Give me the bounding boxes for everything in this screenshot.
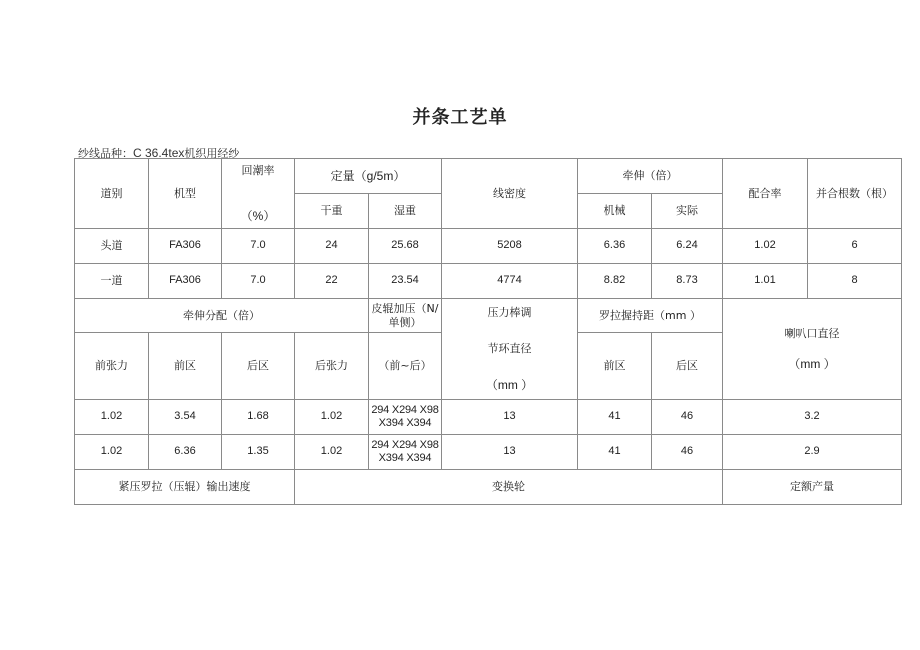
table-row xyxy=(75,400,902,435)
header-back-tension: 后张力 xyxy=(295,333,369,400)
header-density: 线密度 xyxy=(442,159,578,229)
cell-front-zone: 6.36 xyxy=(149,435,222,470)
header-machine: 机型 xyxy=(149,159,222,229)
cell-mech: 6.36 xyxy=(578,229,652,264)
yarn-type-suffix: 机织用经纱 xyxy=(184,147,240,160)
yarn-type-label: 纱线品种： xyxy=(78,147,133,160)
cell-wet: 25.68 xyxy=(369,229,442,264)
cell-actual: 8.73 xyxy=(652,264,723,299)
header-back-zone: 后区 xyxy=(222,333,295,400)
cell-back-tension: 1.02 xyxy=(295,435,369,470)
cell-process: 头道 xyxy=(75,229,149,264)
cell-roller-pressure: 294 X294 X98 X394 X394 xyxy=(369,400,442,435)
cell-back-tension: 1.02 xyxy=(295,400,369,435)
header-draft: 牵伸（倍） xyxy=(578,159,723,194)
yarn-type-value: C 36.4tex xyxy=(133,146,185,160)
cell-humidity: 7.0 xyxy=(222,264,295,299)
header-wet: 湿重 xyxy=(369,194,442,229)
header-weight: 定量（g/5m） xyxy=(295,159,442,194)
header-gauge-front: 前区 xyxy=(578,333,652,400)
cell-front-zone: 3.54 xyxy=(149,400,222,435)
cell-back-zone: 1.35 xyxy=(222,435,295,470)
header-pressure-bar-line1: 压力棒调 xyxy=(487,306,532,319)
header-pressure-order: （前~后） xyxy=(369,333,442,400)
cell-ratio: 1.01 xyxy=(723,264,808,299)
header-dry: 干重 xyxy=(295,194,369,229)
cell-mech: 8.82 xyxy=(578,264,652,299)
header-roller-gauge: 罗拉握持距（mm ） xyxy=(578,299,723,333)
cell-ratio: 1.02 xyxy=(723,229,808,264)
cell-dry: 24 xyxy=(295,229,369,264)
cell-ends: 8 xyxy=(808,264,902,299)
cell-front-tension: 1.02 xyxy=(75,400,149,435)
cell-gauge-back: 46 xyxy=(652,400,723,435)
header-gauge-back: 后区 xyxy=(652,333,723,400)
cell-pressure-bar: 13 xyxy=(442,400,578,435)
cell-trumpet: 3.2 xyxy=(723,400,902,435)
cell-dry: 22 xyxy=(295,264,369,299)
header-row-1 xyxy=(75,159,902,194)
cell-gauge-front: 41 xyxy=(578,435,652,470)
cell-roller-pressure: 294 X294 X98 X394 X394 xyxy=(369,435,442,470)
header-pressure-bar-line2: 节环直径 xyxy=(487,341,532,355)
header-pressure-bar xyxy=(442,299,578,400)
cell-ends: 6 xyxy=(808,229,902,264)
header2-row-1 xyxy=(75,299,902,333)
cell-gauge-back: 46 xyxy=(652,435,723,470)
header-draft-distribution: 牵伸分配（倍） xyxy=(75,299,369,333)
footer-row xyxy=(75,470,902,505)
header-front-tension: 前张力 xyxy=(75,333,149,400)
header-humidity-unit: （%） xyxy=(240,209,276,224)
footer-output-speed: 紧压罗拉（压辊）输出速度 xyxy=(75,470,295,505)
header-mech: 机械 xyxy=(578,194,652,229)
header-roller-pressure: 皮辊加压（N/单侧） xyxy=(369,299,442,333)
table-row xyxy=(75,264,902,299)
cell-gauge-front: 41 xyxy=(578,400,652,435)
cell-machine: FA306 xyxy=(149,264,222,299)
header-trumpet xyxy=(723,299,902,400)
page-title: 并条工艺单 xyxy=(412,107,508,128)
header-process: 道别 xyxy=(75,159,149,229)
cell-machine: FA306 xyxy=(149,229,222,264)
cell-density: 4774 xyxy=(442,264,578,299)
header-ends: 并合根数（根） xyxy=(808,159,902,229)
cell-actual: 6.24 xyxy=(652,229,723,264)
header-actual: 实际 xyxy=(652,194,723,229)
cell-process: 一道 xyxy=(75,264,149,299)
cell-density: 5208 xyxy=(442,229,578,264)
cell-back-zone: 1.68 xyxy=(222,400,295,435)
header-humidity-label: 回潮率 xyxy=(241,163,275,177)
cell-wet: 23.54 xyxy=(369,264,442,299)
cell-humidity: 7.0 xyxy=(222,229,295,264)
footer-change-gear: 变换轮 xyxy=(295,470,723,505)
cell-pressure-bar: 13 xyxy=(442,435,578,470)
header-humidity xyxy=(222,159,295,229)
header-pressure-bar-unit: （mm ） xyxy=(485,377,534,392)
cell-front-tension: 1.02 xyxy=(75,435,149,470)
header-ratio: 配合率 xyxy=(723,159,808,229)
process-sheet-table xyxy=(74,158,902,505)
table-row xyxy=(75,435,902,470)
header-trumpet-unit: （mm ） xyxy=(788,356,836,371)
header-trumpet-label: 喇叭口直径 xyxy=(784,327,840,340)
cell-trumpet: 2.9 xyxy=(723,435,902,470)
header-front-zone: 前区 xyxy=(149,333,222,400)
footer-rated-output: 定额产量 xyxy=(723,470,902,505)
table-row xyxy=(75,229,902,264)
